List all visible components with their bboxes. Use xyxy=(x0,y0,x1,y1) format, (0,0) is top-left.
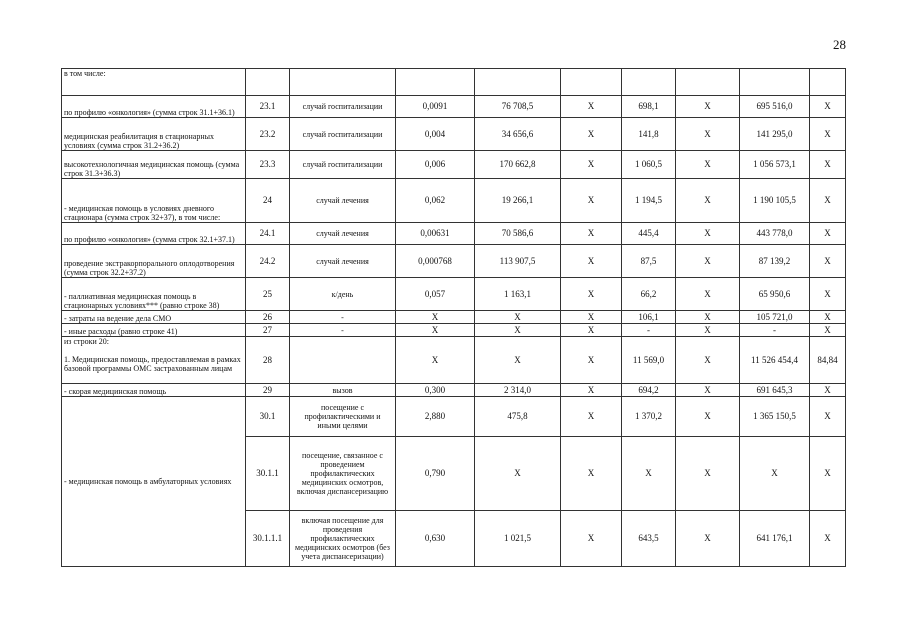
cell-c5: Х xyxy=(561,151,622,179)
cell-code: 23.2 xyxy=(246,118,290,151)
cell-norm: 0,000768 xyxy=(396,245,475,278)
cell-c6: 1 370,2 xyxy=(622,397,676,437)
cell-unit: случай лечения xyxy=(290,179,396,223)
cell-c5: Х xyxy=(561,437,622,511)
cell-unit: случай госпитализации xyxy=(290,151,396,179)
table-row xyxy=(62,311,846,324)
cell-unit: посещение с профилактическими и иными целями xyxy=(290,397,396,437)
page-number: 28 xyxy=(833,37,846,52)
cell-code: 28 xyxy=(246,337,290,384)
cell-code: 29 xyxy=(246,384,290,397)
cell-c8: - xyxy=(740,324,810,337)
cell-unit: случай лечения xyxy=(290,245,396,278)
table-row xyxy=(62,223,846,245)
cell-c8: 105 721,0 xyxy=(740,311,810,324)
cell-c7: Х xyxy=(676,245,740,278)
cell-c8: 11 526 454,4 xyxy=(740,337,810,384)
cell-unit: включая посещение для проведения профилактических медицинских осмотров (без учета диспансеризации) xyxy=(290,511,396,567)
cell-c7: Х xyxy=(676,118,740,151)
empty-cell xyxy=(676,69,740,96)
cell-c8: Х xyxy=(740,437,810,511)
cell-c8: 641 176,1 xyxy=(740,511,810,567)
cell-cost: 19 266,1 xyxy=(475,179,561,223)
cell-norm: 2,880 xyxy=(396,397,475,437)
empty-cell xyxy=(475,69,561,96)
cell-c6: 643,5 xyxy=(622,511,676,567)
cell-c7: Х xyxy=(676,151,740,179)
row-name-cell: по профилю «онкология» (сумма строк 32.1+37.1) xyxy=(62,223,246,245)
cell-cost: Х xyxy=(475,437,561,511)
row-name-cell: - скорая медицинская помощь xyxy=(62,384,246,397)
cell-cost: 2 314,0 xyxy=(475,384,561,397)
cell-c6: Х xyxy=(622,437,676,511)
cell-c8: 1 190 105,5 xyxy=(740,179,810,223)
cell-c6: 1 194,5 xyxy=(622,179,676,223)
cell-c7: Х xyxy=(676,223,740,245)
row-name-cell: медицинская реабилитация в стационарных условиях (сумма строк 31.2+36.2) xyxy=(62,118,246,151)
table-row xyxy=(62,397,846,437)
cell-c9: Х xyxy=(810,179,846,223)
cell-c9: Х xyxy=(810,384,846,397)
cell-cost: 1 021,5 xyxy=(475,511,561,567)
cell-norm: Х xyxy=(396,311,475,324)
cell-c8: 87 139,2 xyxy=(740,245,810,278)
cell-unit: вызов xyxy=(290,384,396,397)
cell-c5: Х xyxy=(561,179,622,223)
cell-c6: 1 060,5 xyxy=(622,151,676,179)
row-name-cell xyxy=(62,337,246,384)
table-row xyxy=(62,245,846,278)
cell-cost: Х xyxy=(475,324,561,337)
cell-c5: Х xyxy=(561,223,622,245)
tariff-table xyxy=(61,68,846,567)
cell-unit: - xyxy=(290,311,396,324)
cell-cost: 113 907,5 xyxy=(475,245,561,278)
cell-unit xyxy=(290,337,396,384)
cell-c7: Х xyxy=(676,311,740,324)
table-row xyxy=(62,337,846,384)
cell-c5: Х xyxy=(561,311,622,324)
cell-c6: 66,2 xyxy=(622,278,676,311)
row-name-cell: - медицинская помощь в амбулаторных условиях xyxy=(62,397,246,567)
cell-c9: Х xyxy=(810,118,846,151)
cell-c7: Х xyxy=(676,278,740,311)
cell-c9: Х xyxy=(810,245,846,278)
row-name-cell: - иные расходы (равно строке 41) xyxy=(62,324,246,337)
cell-cost: 34 656,6 xyxy=(475,118,561,151)
cell-code: 23.3 xyxy=(246,151,290,179)
table-row xyxy=(62,278,846,311)
empty-cell xyxy=(810,69,846,96)
cell-norm: 0,630 xyxy=(396,511,475,567)
cell-c7: Х xyxy=(676,384,740,397)
cell-cost: 70 586,6 xyxy=(475,223,561,245)
cell-norm: Х xyxy=(396,337,475,384)
cell-code: 24 xyxy=(246,179,290,223)
cell-norm: 0,006 xyxy=(396,151,475,179)
row-name-cell: - затраты на ведение дела СМО xyxy=(62,311,246,324)
cell-c8: 141 295,0 xyxy=(740,118,810,151)
cell-c8: 691 645,3 xyxy=(740,384,810,397)
cell-c9: Х xyxy=(810,151,846,179)
cell-c6: 141,8 xyxy=(622,118,676,151)
cell-norm: 0,300 xyxy=(396,384,475,397)
cell-norm: 0,00631 xyxy=(396,223,475,245)
table-row xyxy=(62,118,846,151)
cell-unit: случай госпитализации xyxy=(290,96,396,118)
table-row xyxy=(62,179,846,223)
cell-c8: 695 516,0 xyxy=(740,96,810,118)
cell-c7: Х xyxy=(676,511,740,567)
empty-cell xyxy=(740,69,810,96)
cell-c9: Х xyxy=(810,278,846,311)
cell-c7: Х xyxy=(676,179,740,223)
empty-cell xyxy=(561,69,622,96)
cell-norm: 0,062 xyxy=(396,179,475,223)
cell-c5: Х xyxy=(561,397,622,437)
cell-unit: посещение, связанное с проведением профилактических медицинских осмотров, включая диспансеризацию xyxy=(290,437,396,511)
cell-unit: случай лечения xyxy=(290,223,396,245)
row-name-text: 1. Медицинская помощь, предоставляемая в рамках базовой программы ОМС застрахованным лицам xyxy=(64,355,241,373)
cell-code: 24.1 xyxy=(246,223,290,245)
cell-c9: Х xyxy=(810,324,846,337)
cell-c6: 445,4 xyxy=(622,223,676,245)
cell-norm: 0,057 xyxy=(396,278,475,311)
cell-cost: 475,8 xyxy=(475,397,561,437)
cell-code: 30.1.1 xyxy=(246,437,290,511)
empty-cell xyxy=(396,69,475,96)
cell-c7: Х xyxy=(676,437,740,511)
row-name-cell: проведение экстракорпорального оплодотворения (сумма строк 32.2+37.2) xyxy=(62,245,246,278)
empty-cell xyxy=(290,69,396,96)
cell-norm: 0,004 xyxy=(396,118,475,151)
cell-c6: 106,1 xyxy=(622,311,676,324)
row-name-cell: - паллиативная медицинская помощь в стационарных условиях*** (равно строке 38) xyxy=(62,278,246,311)
cell-c7: Х xyxy=(676,324,740,337)
cell-code: 30.1 xyxy=(246,397,290,437)
cell-c6: 87,5 xyxy=(622,245,676,278)
cell-unit: к/день xyxy=(290,278,396,311)
table-row xyxy=(62,69,846,96)
cell-c5: Х xyxy=(561,324,622,337)
cell-norm: Х xyxy=(396,324,475,337)
cell-norm: 0,0091 xyxy=(396,96,475,118)
cell-c8: 65 950,6 xyxy=(740,278,810,311)
cell-c6: 698,1 xyxy=(622,96,676,118)
cell-code: 27 xyxy=(246,324,290,337)
cell-c9: 84,84 xyxy=(810,337,846,384)
cell-code: 24.2 xyxy=(246,245,290,278)
cell-c5: Х xyxy=(561,278,622,311)
cell-cost: Х xyxy=(475,337,561,384)
cell-c6: 11 569,0 xyxy=(622,337,676,384)
cell-c9: Х xyxy=(810,397,846,437)
cell-c9: Х xyxy=(810,311,846,324)
cell-c9: Х xyxy=(810,96,846,118)
cell-c9: Х xyxy=(810,223,846,245)
table-row xyxy=(62,151,846,179)
row-name-cell: в том числе: xyxy=(62,69,246,96)
table-row xyxy=(62,96,846,118)
cell-cost: 76 708,5 xyxy=(475,96,561,118)
cell-code: 26 xyxy=(246,311,290,324)
table-row xyxy=(62,384,846,397)
cell-code: 23.1 xyxy=(246,96,290,118)
cell-c7: Х xyxy=(676,397,740,437)
cell-code: 25 xyxy=(246,278,290,311)
cell-c6: 694,2 xyxy=(622,384,676,397)
table-row xyxy=(62,324,846,337)
cell-cost: 1 163,1 xyxy=(475,278,561,311)
cell-c5: Х xyxy=(561,511,622,567)
cell-c7: Х xyxy=(676,337,740,384)
empty-cell xyxy=(246,69,290,96)
cell-c8: 443 778,0 xyxy=(740,223,810,245)
empty-cell xyxy=(622,69,676,96)
cell-c9: Х xyxy=(810,437,846,511)
cell-norm: 0,790 xyxy=(396,437,475,511)
cell-c9: Х xyxy=(810,511,846,567)
cell-unit: случай госпитализации xyxy=(290,118,396,151)
cell-c5: Х xyxy=(561,337,622,384)
cell-c5: Х xyxy=(561,384,622,397)
cell-c6: - xyxy=(622,324,676,337)
cell-c5: Х xyxy=(561,245,622,278)
cell-code: 30.1.1.1 xyxy=(246,511,290,567)
cell-c8: 1 365 150,5 xyxy=(740,397,810,437)
cell-c5: Х xyxy=(561,118,622,151)
cell-cost: 170 662,8 xyxy=(475,151,561,179)
row-name-cell: высокотехнологичная медицинская помощь (сумма строк 31.3+36.3) xyxy=(62,151,246,179)
cell-cost: Х xyxy=(475,311,561,324)
row-name-prefix: из строки 20: xyxy=(64,337,109,346)
row-name-cell: - медицинская помощь в условиях дневного стационара (сумма строк 32+37), в том числе: xyxy=(62,179,246,223)
cell-c7: Х xyxy=(676,96,740,118)
cell-c8: 1 056 573,1 xyxy=(740,151,810,179)
cell-c5: Х xyxy=(561,96,622,118)
row-name-cell: по профилю «онкология» (сумма строк 31.1+36.1) xyxy=(62,96,246,118)
cell-unit: - xyxy=(290,324,396,337)
